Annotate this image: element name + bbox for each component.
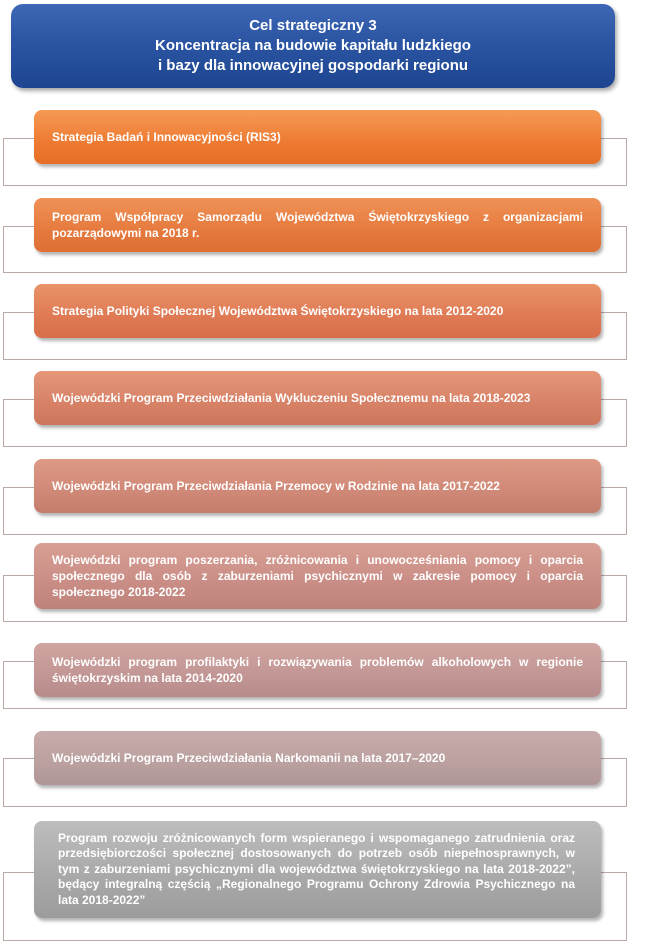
item-text: Strategia Polityki Społecznej Województwa Świętokrzyskiego na lata 2012-2020	[52, 304, 504, 318]
header-line-2: Koncentracja na budowie kapitału ludzkiego	[155, 37, 471, 54]
item-text: Wojewódzki program profilaktyki i rozwiązywania problemów alkoholowych w regionie świętokrzyskim na lata 2014-2020	[52, 655, 583, 685]
item-text: Strategia Badań i Innowacyjności (RIS3)	[52, 130, 281, 144]
item-ngo-cooperation	[34, 198, 601, 252]
item-text: Wojewódzki Program Przeciwdziałania Narkomanii na lata 2017–2020	[52, 751, 446, 765]
header-line-3: i bazy dla innowacyjnej gospodarki regionu	[157, 57, 469, 74]
header-line-1: Cel strategiczny 3	[249, 17, 377, 34]
item-ris3	[34, 110, 601, 164]
item-alcohol-prevention	[34, 643, 601, 697]
item-text: Program rozwoju zróżnicowanych form wspieranego i wspomaganego zatrudnienia oraz przedsiębiorczości społecznej dostosowanych do potrzeb osób niepełnosprawnych, w tym z zaburzeniami psychicznymi dla województwa świętokrzyskiego na lata 2018-2022”, będący integralną częścią „Regionalnego Programu Ochrony Zdrowia Psychicznego na lata 2018-2022”	[58, 830, 575, 907]
item-supported-employment	[34, 821, 601, 918]
item-social-policy	[34, 284, 601, 338]
item-text: Program Współpracy Samorządu Województwa Świętokrzyskiego z organizacjami pozarządowymi na 2018 r.	[52, 210, 583, 240]
item-text: Wojewódzki Program Przeciwdziałania Wykluczeniu Społecznemu na lata 2018-2023	[52, 391, 531, 405]
strategic-goal-header	[11, 4, 615, 88]
item-domestic-violence	[34, 459, 601, 513]
item-social-exclusion	[34, 371, 601, 425]
item-mental-health-support	[34, 543, 601, 609]
item-text: Wojewódzki program poszerzania, zróżnicowania i unowocześniania pomocy i oparcia społecznego dla osób z zaburzeniami psychicznymi w zakresie pomocy i oparcia społecznego 2018-2022	[52, 553, 583, 599]
item-text: Wojewódzki Program Przeciwdziałania Przemocy w Rodzinie na lata 2017-2022	[52, 479, 500, 493]
item-drug-prevention	[34, 731, 601, 785]
